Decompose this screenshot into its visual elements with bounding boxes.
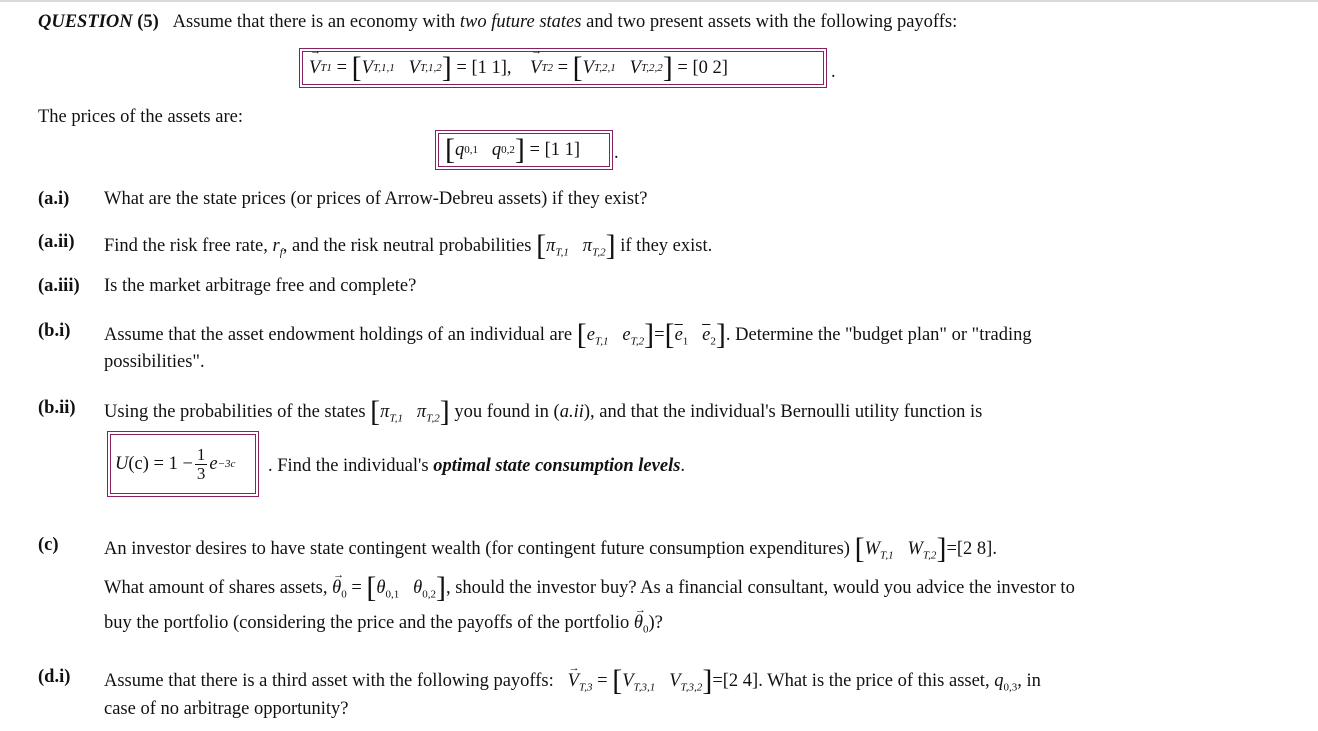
v331: V	[622, 671, 634, 691]
v2-value: [0 2]	[692, 57, 728, 78]
v331-sub: T,3,1	[633, 681, 656, 694]
bracket: ]	[441, 51, 452, 84]
theta-vector-2: → θ	[634, 612, 643, 634]
bracket: [	[576, 318, 587, 351]
pi-1: π	[546, 236, 556, 256]
bii-pi-1: π	[380, 402, 390, 422]
vector-v2: → V	[530, 58, 541, 79]
question-heading	[38, 11, 957, 33]
di-text-3: , in	[1017, 671, 1041, 691]
bi-text-1: Assume that the asset endowment holdings of an individual are	[104, 325, 573, 345]
bii-bold-text: optimal state consumption levels	[433, 456, 681, 476]
bii-text-4: . Find the individual's	[268, 456, 429, 476]
v1-value: [1 1],	[471, 57, 512, 78]
item-di-text-cont: case of no arbitrage opportunity?	[104, 699, 349, 719]
theta-vector: → θ	[332, 577, 341, 599]
item-aii-label: (a.ii)	[38, 232, 75, 252]
bracket: [	[664, 318, 675, 351]
c-text-2: What amount of shares assets,	[104, 578, 328, 598]
item-c-label: (c)	[38, 535, 59, 555]
bii-pi-2-sub: T,2	[426, 412, 440, 425]
q02-sub: 0,2	[501, 144, 515, 156]
question-label: QUESTION	[38, 12, 133, 32]
theta-1: θ	[376, 578, 386, 598]
equation-period: .	[831, 62, 836, 82]
item-bi-label: (b.i)	[38, 321, 71, 341]
bracket: [	[366, 571, 377, 604]
aii-text-2: , and the risk neutral probabilities	[282, 236, 532, 256]
item-c-text-line2: What amount of shares assets, → $\theta_0 = [\theta_{0,1}$ $\theta_{0,2}$], should the investor buy? As a financial consultant, would you advice the investor to	[104, 573, 1075, 606]
c-text-3: , should the investor buy? As a financial consultant, would you advice the investor to	[445, 578, 1075, 598]
w-2-sub: T,2	[922, 549, 937, 562]
intro-text-1: Assume that there is an economy with	[172, 12, 456, 32]
item-bii-label: (b.ii)	[38, 398, 76, 418]
bi-text-2: . Determine the "budget plan" or "trading	[725, 325, 1032, 345]
bracket: [	[854, 532, 865, 565]
di-text-1: Assume that there is a third asset with the following payoffs:	[104, 671, 554, 691]
v112-sub: T,1,2	[419, 62, 442, 74]
w-1: W	[864, 539, 881, 559]
utility-function-box	[107, 431, 259, 497]
bracket: [	[370, 395, 381, 428]
bracket: ]	[435, 571, 446, 604]
fraction-denominator: 3	[196, 463, 206, 483]
item-aii-text	[104, 231, 712, 264]
item-ai-text: What are the state prices (or prices of Arrow-Debreu assets) if they exist?	[104, 189, 648, 209]
prices-period: .	[614, 143, 619, 163]
bracket: [	[572, 51, 583, 84]
bracket: ]	[936, 532, 947, 565]
c-text-5: )?	[648, 613, 663, 633]
w-value: [2 8]	[956, 539, 993, 559]
pi-2: π	[582, 236, 593, 256]
bii-text-2: you found in (	[454, 402, 560, 422]
exp-base: e	[209, 453, 218, 474]
fraction	[195, 446, 208, 483]
v3-value: [2 4]	[722, 671, 759, 691]
item-bi-text: Assume that the asset endowment holdings of an individual are [$e_{T,1}$ $e_{T,2}]=[\overline{e}_1$ $\overline{e}_2$]. Determine the "budget plan" or "trading	[104, 318, 1032, 351]
pi-1-sub: T,1	[555, 246, 569, 259]
theta-1-sub: 0,1	[385, 588, 400, 601]
bracket: ]	[605, 229, 616, 262]
top-border	[0, 0, 1318, 2]
v1-sub: T1	[320, 62, 332, 74]
intro-emphasis: two future states	[459, 12, 582, 32]
q01: q	[455, 139, 465, 160]
v332: V	[669, 671, 681, 691]
q02: q	[491, 139, 502, 160]
bracket: ]	[439, 395, 450, 428]
theta-2-sub: 0,2	[422, 588, 436, 601]
payoff-equation-box	[299, 48, 827, 88]
utility-symbol: U	[115, 453, 129, 474]
q03: q	[994, 671, 1004, 691]
v111-sub: T,1,1	[372, 62, 395, 74]
v221-sub: T,2,1	[593, 62, 616, 74]
ebar-2: $\overline{e}$	[702, 325, 711, 345]
prices-equation: [ q 0,1 q 0,2 ] = [1 1]	[438, 133, 610, 167]
bii-ref: a.ii	[559, 402, 584, 422]
w-2: W	[907, 539, 923, 559]
ebar-1-sub: 1	[682, 335, 689, 348]
intro-text-2: and two present assets with the following payoffs:	[586, 12, 958, 32]
bracket: [	[612, 664, 623, 697]
bracket: [	[351, 51, 362, 84]
v222: V	[629, 57, 641, 78]
bii-pi-1-sub: T,1	[389, 412, 403, 425]
bracket: ]	[715, 318, 726, 351]
v221: V	[582, 57, 594, 78]
payoff-equation: → V T1 = [ V T,1,1 V T,1,2 ] = [1 1], → V T2 = [ V T,2,1 V T,2,2 ] = [0 2]	[302, 51, 824, 85]
v112: V	[408, 57, 420, 78]
theta-sub: 0	[341, 588, 347, 601]
bracket: [	[536, 229, 547, 262]
utility-argument: (c) = 1 −	[128, 453, 193, 474]
bii-text-5: .	[680, 456, 686, 476]
q01-sub: 0,1	[464, 144, 478, 156]
v3-vector: → V	[568, 670, 579, 692]
bracket: ]	[662, 51, 673, 84]
e-1: e	[586, 325, 595, 345]
prices-text: The prices of the assets are:	[38, 107, 243, 127]
v3-sub: T,3	[578, 681, 593, 694]
item-bi-text-cont: possibilities".	[104, 352, 205, 372]
bii-text-1: Using the probabilities of the states	[104, 402, 366, 422]
c-text-1: An investor desires to have state contingent wealth (for contingent future consumption expenditures)	[104, 539, 850, 559]
ebar-1: $\overline{e}$	[674, 325, 683, 345]
w-1-sub: T,1	[880, 549, 894, 562]
aii-text-3: if they exist.	[620, 236, 713, 256]
item-c-text-line3	[104, 612, 663, 641]
e-1-sub: T,1	[594, 335, 609, 348]
pi-2-sub: T,2	[592, 246, 606, 259]
v222-sub: T,2,2	[640, 62, 663, 74]
item-bii-text-cont	[268, 455, 685, 477]
bracket: ]	[514, 133, 525, 166]
rf-symbol: r	[272, 236, 280, 256]
bracket: [	[445, 133, 455, 166]
aii-text-1: Find the risk free rate,	[104, 236, 268, 256]
prices-value: [1 1]	[544, 139, 581, 160]
bii-text-3: ), and that the individual's Bernoulli utility function is	[583, 402, 983, 422]
item-aiii-text: Is the market arbitrage free and complete?	[104, 276, 417, 296]
bracket: ]	[702, 664, 713, 697]
item-di-label: (d.i)	[38, 667, 71, 687]
bracket: ]	[644, 318, 655, 351]
theta-2: θ	[413, 578, 423, 598]
e-2-sub: T,2	[630, 335, 645, 348]
e-2: e	[622, 325, 631, 345]
v2-sub: T2	[541, 62, 553, 74]
c-text-4: buy the portfolio (considering the price and the payoffs of the portfolio	[104, 613, 630, 633]
question-number: (5)	[137, 12, 159, 32]
item-c-text: An investor desires to have state contingent wealth (for contingent future consumption expenditures) [$W_{T,1}$ $W_{T,2}]=[2$ 8].	[104, 532, 997, 565]
prices-equation-box	[435, 130, 613, 170]
v111: V	[361, 57, 373, 78]
utility-function	[110, 434, 256, 494]
bii-pi-2: π	[416, 402, 427, 422]
theta-sub-2: 0	[642, 623, 649, 636]
item-bii-text	[104, 397, 982, 430]
rf-sub: f	[279, 246, 283, 259]
exp-power: −3c	[217, 458, 236, 470]
vector-v1: → V	[309, 58, 320, 79]
q03-sub: 0,3	[1003, 681, 1018, 694]
fraction-numerator: 1	[196, 444, 206, 464]
item-ai-label: (a.i)	[38, 189, 70, 209]
ebar-2-sub: 2	[710, 335, 716, 348]
v332-sub: T,3,2	[680, 681, 703, 694]
di-text-2: . What is the price of this asset,	[758, 671, 990, 691]
item-di-text: Assume that there is a third asset with the following payoffs: → $V_{T,3} = [V_{T,3,1}$ $V_{T,3,2}]=[2$ 4]. What is the price of this asset, $q_{0,3}$, in	[104, 666, 1041, 699]
item-aiii-label: (a.iii)	[38, 276, 80, 296]
